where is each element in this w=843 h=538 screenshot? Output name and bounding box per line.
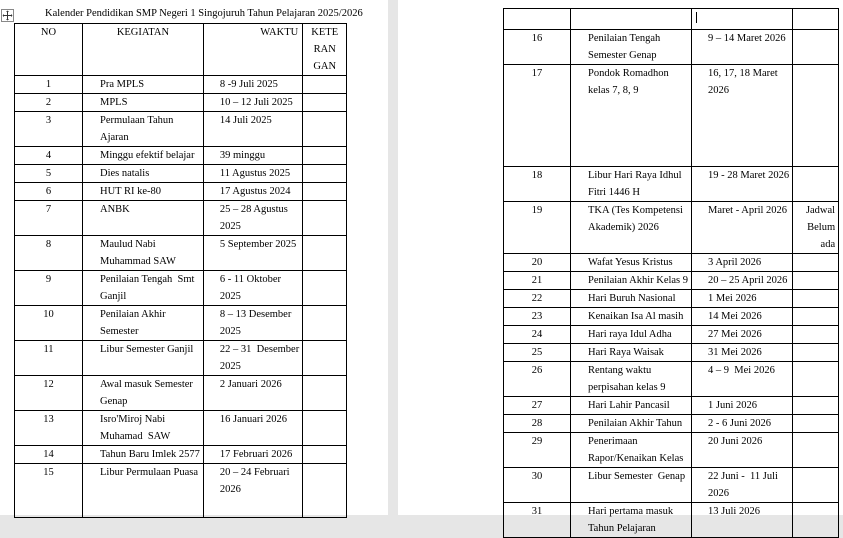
row-kegiatan[interactable]	[83, 165, 204, 183]
table-row	[15, 411, 347, 446]
row-kegiatan-line: Libur Semester Genap	[588, 471, 686, 482]
row-kegiatan[interactable]	[571, 415, 692, 433]
row-keterangan[interactable]	[793, 254, 839, 272]
row-number[interactable]: 27	[504, 397, 571, 415]
row-waktu[interactable]	[692, 272, 793, 290]
row-kegiatan[interactable]	[571, 326, 692, 344]
row-number[interactable]: 4	[15, 147, 83, 165]
row-kegiatan[interactable]	[571, 167, 692, 202]
row-keterangan[interactable]	[793, 326, 839, 344]
row-kegiatan-line: Tahun Pelajaran	[588, 523, 656, 534]
row-waktu[interactable]	[203, 271, 302, 306]
row-kegiatan[interactable]	[83, 446, 204, 464]
row-kegiatan-line: Ganjil	[100, 291, 127, 302]
row-number[interactable]: 8	[15, 236, 83, 271]
row-waktu-line: 14 Mei 2026	[708, 311, 762, 322]
row-kegiatan-line: Ajaran	[100, 132, 129, 143]
table-row	[15, 147, 347, 165]
row-waktu-line: 2 Januari 2026	[219, 379, 282, 390]
row-keterangan[interactable]	[793, 362, 839, 397]
table-row	[15, 341, 347, 376]
row-waktu[interactable]	[692, 468, 793, 503]
header-no: NO	[15, 24, 83, 76]
row-waktu-line: 1 Mei 2026	[708, 293, 757, 304]
row-keterangan-line: Jadwal	[805, 205, 836, 216]
header-keterangan-line: GAN	[313, 61, 337, 72]
row-waktu[interactable]	[203, 94, 302, 112]
row-kegiatan-line: perpisahan kelas 9	[588, 382, 666, 393]
row-waktu-line: 22 Juni - 11 Juli	[708, 471, 778, 482]
row-kegiatan[interactable]	[83, 236, 204, 271]
row-number[interactable]: 15	[15, 464, 83, 518]
document-page-2	[398, 0, 843, 534]
row-waktu-line: 17 Februari 2026	[219, 449, 293, 460]
row-keterangan[interactable]	[793, 468, 839, 503]
row-keterangan[interactable]	[303, 271, 347, 306]
row-keterangan[interactable]	[793, 503, 839, 538]
row-kegiatan-line: Pondok Romadhon	[588, 68, 669, 79]
row-number[interactable]: 22	[504, 290, 571, 308]
row-keterangan[interactable]	[303, 94, 347, 112]
row-waktu-line: 13 Juli 2026	[708, 506, 760, 517]
row-waktu[interactable]	[692, 254, 793, 272]
row-waktu-line: 31 Mei 2026	[708, 347, 762, 358]
table-row	[504, 290, 839, 308]
row-waktu[interactable]	[692, 326, 793, 344]
row-number[interactable]: 17	[504, 65, 571, 167]
table-row	[15, 376, 347, 411]
row-keterangan-line: Belum	[807, 222, 836, 233]
header-keterangan-line: KETE	[311, 27, 339, 38]
row-waktu-line: 8 – 13 Desember	[219, 309, 292, 320]
row-kegiatan[interactable]	[83, 76, 204, 94]
row-keterangan[interactable]	[793, 202, 839, 254]
table-row	[504, 30, 839, 65]
table-row	[15, 446, 347, 464]
table-row	[504, 362, 839, 397]
table-row	[15, 94, 347, 112]
table-row	[15, 201, 347, 236]
row-kegiatan[interactable]	[83, 306, 204, 341]
row-number[interactable]: 5	[15, 165, 83, 183]
row-kegiatan[interactable]	[571, 344, 692, 362]
row-kegiatan-line: Semester	[100, 326, 139, 337]
table-row	[504, 503, 839, 538]
row-kegiatan[interactable]	[83, 183, 204, 201]
row-number[interactable]: 16	[504, 30, 571, 65]
row-waktu[interactable]	[692, 362, 793, 397]
row-number[interactable]: 12	[15, 376, 83, 411]
row-waktu-line: 14 Juli 2025	[219, 115, 272, 126]
table-row	[504, 202, 839, 254]
row-kegiatan-line: Hari pertama masuk	[588, 506, 674, 517]
row-kegiatan-line: Kenaikan Isa Al masih	[588, 311, 684, 322]
row-kegiatan-line: Penilaian Tengah	[588, 33, 661, 44]
table-row	[504, 326, 839, 344]
blank-cell[interactable]	[504, 9, 571, 30]
row-waktu[interactable]	[203, 147, 302, 165]
row-kegiatan-line: Akademik) 2026	[588, 222, 659, 233]
row-keterangan[interactable]	[303, 76, 347, 94]
row-number[interactable]: 29	[504, 433, 571, 468]
row-kegiatan-line: kelas 7, 8, 9	[588, 85, 639, 96]
row-kegiatan[interactable]	[83, 376, 204, 411]
table-row	[15, 236, 347, 271]
row-waktu-line: 9 – 14 Maret 2026	[708, 33, 786, 44]
row-kegiatan-line: Maulud Nabi	[100, 239, 156, 250]
row-waktu-line: 16, 17, 18 Maret	[708, 68, 778, 79]
table-row	[15, 112, 347, 147]
row-waktu-line: 1 Juni 2026	[708, 400, 758, 411]
row-waktu[interactable]	[203, 464, 302, 518]
row-number[interactable]: 9	[15, 271, 83, 306]
header-waktu: WAKTU	[203, 24, 302, 76]
row-waktu-line: 10 – 12 Juli 2025	[219, 97, 293, 108]
row-waktu-line: 4 – 9 Mei 2026	[708, 365, 775, 376]
row-kegiatan-line: MPLS	[100, 97, 128, 108]
row-waktu[interactable]	[692, 433, 793, 468]
row-waktu-line: 20 – 25 April 2026	[708, 275, 788, 286]
header-keterangan-line: RAN	[313, 44, 336, 55]
row-keterangan[interactable]	[793, 344, 839, 362]
table-move-handle-icon[interactable]	[1, 9, 14, 22]
row-waktu[interactable]	[203, 183, 302, 201]
text-cursor-cell[interactable]	[692, 9, 793, 30]
row-keterangan[interactable]	[793, 167, 839, 202]
row-kegiatan-line: TKA (Tes Kompetensi	[588, 205, 683, 216]
row-kegiatan-line: Hari Lahir Pancasil	[588, 400, 670, 411]
row-waktu[interactable]	[203, 112, 302, 147]
row-kegiatan-line: Penilaian Akhir	[100, 309, 166, 320]
row-number[interactable]: 1	[15, 76, 83, 94]
row-waktu[interactable]	[203, 341, 302, 376]
row-waktu[interactable]	[692, 503, 793, 538]
row-keterangan[interactable]	[303, 306, 347, 341]
row-keterangan-line: ada	[820, 239, 836, 250]
row-kegiatan-line: Pra MPLS	[100, 79, 145, 90]
row-number[interactable]: 19	[504, 202, 571, 254]
row-waktu-line: 20 Juni 2026	[708, 436, 763, 447]
row-kegiatan-line: Genap	[100, 396, 128, 407]
row-keterangan[interactable]	[303, 446, 347, 464]
header-kegiatan: KEGIATAN	[83, 24, 204, 76]
row-waktu-line: 2026	[708, 488, 730, 499]
row-kegiatan[interactable]	[83, 112, 204, 147]
table-row	[504, 344, 839, 362]
calendar-table-page-2	[503, 8, 839, 538]
table-row	[15, 271, 347, 306]
row-keterangan[interactable]	[303, 183, 347, 201]
row-waktu-line: 16 Januari 2026	[219, 414, 287, 425]
row-kegiatan[interactable]	[571, 272, 692, 290]
row-kegiatan-line: Rentang waktu	[588, 365, 652, 376]
row-kegiatan[interactable]	[571, 30, 692, 65]
table-row	[15, 183, 347, 201]
row-keterangan[interactable]	[793, 65, 839, 167]
row-kegiatan-line: HUT RI ke-80	[100, 186, 162, 197]
row-kegiatan-line: Libur Permulaan Puasa	[100, 467, 198, 478]
row-number[interactable]: 21	[504, 272, 571, 290]
row-keterangan[interactable]	[793, 30, 839, 65]
table-row	[504, 65, 839, 167]
row-kegiatan[interactable]	[571, 202, 692, 254]
row-waktu-line: 11 Agustus 2025	[219, 168, 291, 179]
row-kegiatan-line: Hari Raya Waisak	[588, 347, 664, 358]
row-keterangan[interactable]	[793, 433, 839, 468]
row-keterangan[interactable]	[303, 236, 347, 271]
row-waktu-line: 2025	[219, 326, 241, 337]
table-row	[15, 464, 347, 518]
row-kegiatan-line: Dies natalis	[100, 168, 150, 179]
row-waktu[interactable]	[203, 165, 302, 183]
row-kegiatan[interactable]	[571, 254, 692, 272]
row-waktu-line: Maret - April 2026	[708, 205, 788, 216]
table-row	[504, 397, 839, 415]
row-number[interactable]: 20	[504, 254, 571, 272]
row-kegiatan[interactable]	[83, 464, 204, 518]
row-number[interactable]: 10	[15, 306, 83, 341]
row-kegiatan[interactable]	[571, 397, 692, 415]
row-waktu[interactable]	[203, 236, 302, 271]
row-number[interactable]: 30	[504, 468, 571, 503]
table-row	[504, 167, 839, 202]
row-kegiatan-line: Tahun Baru Imlek 2577	[100, 449, 200, 460]
row-number[interactable]: 31	[504, 503, 571, 538]
row-waktu[interactable]	[203, 446, 302, 464]
row-kegiatan[interactable]	[83, 147, 204, 165]
row-waktu-line: 27 Mei 2026	[708, 329, 762, 340]
row-kegiatan-line: Penilaian Akhir Kelas 9	[588, 275, 689, 286]
row-keterangan[interactable]	[793, 290, 839, 308]
row-kegiatan[interactable]	[571, 468, 692, 503]
row-waktu[interactable]	[692, 30, 793, 65]
row-waktu[interactable]	[692, 308, 793, 326]
row-keterangan[interactable]	[793, 272, 839, 290]
row-kegiatan[interactable]	[83, 271, 204, 306]
row-keterangan[interactable]	[793, 308, 839, 326]
table-row	[15, 165, 347, 183]
table-blank-header-row	[504, 9, 839, 30]
row-waktu[interactable]	[692, 397, 793, 415]
row-waktu[interactable]	[692, 344, 793, 362]
row-number[interactable]: 25	[504, 344, 571, 362]
row-kegiatan-line: Rapor/Kenaikan Kelas	[588, 453, 684, 464]
row-kegiatan-line: Permulaan Tahun	[100, 115, 174, 126]
table-row	[504, 415, 839, 433]
row-number[interactable]: 23	[504, 308, 571, 326]
row-kegiatan-line: Muhamad SAW	[100, 431, 171, 442]
row-waktu-line: 25 – 28 Agustus	[219, 204, 288, 215]
row-number[interactable]: 26	[504, 362, 571, 397]
blank-cell[interactable]	[571, 9, 692, 30]
row-number[interactable]: 13	[15, 411, 83, 446]
row-kegiatan[interactable]	[83, 341, 204, 376]
row-keterangan[interactable]	[793, 397, 839, 415]
row-keterangan[interactable]	[793, 415, 839, 433]
table-row	[504, 308, 839, 326]
row-kegiatan-line: Penerimaan	[588, 436, 638, 447]
row-kegiatan[interactable]	[83, 411, 204, 446]
row-waktu[interactable]	[203, 411, 302, 446]
document-title: Kalender Pendidikan SMP Negeri 1 Singojuruh Tahun Pelajaran 2025/2026	[45, 8, 363, 19]
row-waktu-line: 5 September 2025	[219, 239, 297, 250]
row-waktu[interactable]	[203, 376, 302, 411]
document-page-1	[0, 0, 388, 515]
row-kegiatan[interactable]	[571, 290, 692, 308]
row-kegiatan-line: Semester Genap	[588, 50, 657, 61]
row-kegiatan-line: Minggu efektif belajar	[100, 150, 195, 161]
row-waktu[interactable]	[692, 202, 793, 254]
row-kegiatan-line: Fitri 1446 H	[588, 187, 640, 198]
table-row	[504, 254, 839, 272]
row-waktu-line: 6 - 11 Oktober	[219, 274, 282, 285]
row-keterangan[interactable]	[303, 165, 347, 183]
row-waktu[interactable]	[692, 415, 793, 433]
row-kegiatan-line: ANBK	[100, 204, 130, 215]
row-kegiatan-line: Penilaian Akhir Tahun	[588, 418, 683, 429]
row-waktu-line: 2025	[219, 221, 241, 232]
row-number[interactable]: 7	[15, 201, 83, 236]
text-cursor	[696, 12, 697, 23]
row-kegiatan[interactable]	[571, 362, 692, 397]
row-kegiatan[interactable]	[571, 65, 692, 167]
row-kegiatan-line: Penilaian Tengah Smt	[100, 274, 195, 285]
table-row	[504, 433, 839, 468]
row-waktu-line: 22 – 31 Desember	[219, 344, 300, 355]
row-number[interactable]: 18	[504, 167, 571, 202]
row-waktu-line: 8 -9 Juli 2025	[219, 79, 278, 90]
row-kegiatan-line: Wafat Yesus Kristus	[588, 257, 673, 268]
row-waktu-line: 2026	[219, 484, 241, 495]
row-kegiatan[interactable]	[83, 94, 204, 112]
row-waktu[interactable]	[203, 201, 302, 236]
row-kegiatan-line: Awal masuk Semester	[100, 379, 193, 390]
row-kegiatan[interactable]	[83, 201, 204, 236]
row-waktu-line: 2026	[708, 85, 730, 96]
row-kegiatan-line: Isro'Miroj Nabi	[100, 414, 166, 425]
row-number[interactable]: 3	[15, 112, 83, 147]
row-number[interactable]: 2	[15, 94, 83, 112]
row-keterangan[interactable]	[303, 147, 347, 165]
row-number[interactable]: 24	[504, 326, 571, 344]
row-waktu-line: 17 Agustus 2024	[219, 186, 291, 197]
row-kegiatan[interactable]	[571, 308, 692, 326]
row-kegiatan-line: Hari raya Idul Adha	[588, 329, 672, 340]
row-keterangan[interactable]	[303, 411, 347, 446]
row-waktu[interactable]	[692, 167, 793, 202]
row-waktu-line: 2 - 6 Juni 2026	[708, 418, 772, 429]
row-number[interactable]: 6	[15, 183, 83, 201]
row-waktu-line: 3 April 2026	[708, 257, 762, 268]
row-waktu[interactable]	[692, 65, 793, 167]
table-row	[504, 272, 839, 290]
row-waktu-line: 20 – 24 Februari	[219, 467, 290, 478]
row-waktu-line: 2025	[219, 361, 241, 372]
row-waktu[interactable]	[203, 306, 302, 341]
calendar-table-page-1	[14, 23, 347, 518]
row-number[interactable]: 28	[504, 415, 571, 433]
row-waktu-line: 39 minggu	[219, 150, 266, 161]
row-kegiatan-line: Libur Semester Ganjil	[100, 344, 194, 355]
row-kegiatan-line: Muhammad SAW	[100, 256, 176, 267]
row-waktu-line: 2025	[219, 291, 241, 302]
table-header-row	[15, 24, 347, 76]
row-waktu[interactable]	[203, 76, 302, 94]
row-kegiatan-line: Hari Buruh Nasional	[588, 293, 676, 304]
table-row	[504, 468, 839, 503]
row-kegiatan[interactable]	[571, 433, 692, 468]
row-number[interactable]: 14	[15, 446, 83, 464]
row-waktu[interactable]	[692, 290, 793, 308]
header-keterangan	[303, 24, 347, 76]
row-waktu-line: 19 - 28 Maret 2026	[708, 170, 790, 181]
row-keterangan[interactable]	[303, 341, 347, 376]
row-keterangan[interactable]	[303, 201, 347, 236]
row-kegiatan-line: Libur Hari Raya Idhul	[588, 170, 682, 181]
row-keterangan[interactable]	[303, 112, 347, 147]
row-number[interactable]: 11	[15, 341, 83, 376]
table-row	[15, 76, 347, 94]
row-keterangan[interactable]	[303, 464, 347, 518]
table-row	[15, 306, 347, 341]
row-keterangan[interactable]	[303, 376, 347, 411]
blank-cell[interactable]	[793, 9, 839, 30]
row-kegiatan[interactable]	[571, 503, 692, 538]
